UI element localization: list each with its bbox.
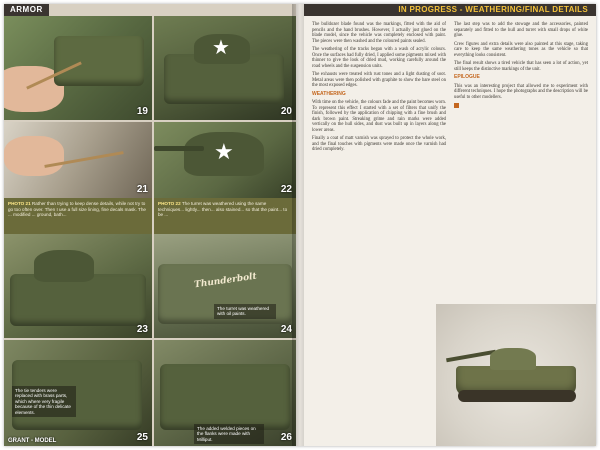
subhead-epilogue: EPILOGUE bbox=[454, 74, 480, 80]
caption-text: Rather than trying to keep dense details, while not try to go too often over. Then I use a full size lining, fine decals mask. The ... modified ... ground, bath... bbox=[8, 201, 146, 218]
photo-24 bbox=[154, 234, 296, 338]
page-folio: GRANT - MODEL bbox=[8, 438, 57, 444]
caption-left bbox=[4, 198, 152, 234]
photo-23 bbox=[4, 234, 152, 338]
caption-right bbox=[154, 198, 296, 234]
photo-25 bbox=[4, 340, 152, 446]
caption-label: PHOTO 22 bbox=[158, 201, 181, 206]
callout-tie-tenders: The tie tenders were replaced with brass parts, which where very fragile because of the thin delicate elements. bbox=[12, 386, 76, 417]
photo-number: 22 bbox=[280, 184, 292, 195]
final-model-photo bbox=[436, 304, 596, 446]
right-page bbox=[304, 4, 596, 446]
left-page bbox=[4, 4, 296, 446]
tank-turret-image bbox=[34, 250, 94, 282]
magazine-spread bbox=[4, 4, 596, 446]
paragraph: Crew figures and extra details were also painted at this stage, taking care to keep the same weathering tones as the vehicle so that everything looks consistent. bbox=[454, 41, 588, 58]
paragraph: The final result shows a tired vehicle that has seen a lot of action, yet still keeps the distinctive markings of the unit. bbox=[454, 61, 588, 72]
final-tank-image bbox=[446, 342, 586, 402]
tank-turret-image bbox=[490, 348, 536, 370]
white-star-icon: ★ bbox=[214, 139, 234, 164]
hand-image bbox=[4, 136, 64, 176]
photo-number: 24 bbox=[280, 324, 292, 335]
end-mark-icon bbox=[454, 103, 459, 108]
section-header: IN PROGRESS - WEATHERING/FINAL DETAILS bbox=[398, 5, 588, 14]
photo-20 bbox=[154, 16, 296, 120]
caption-text: The turret was weathered using the same techniques... lightly... then... also stained... so that the paint... to be ... bbox=[158, 201, 288, 218]
photo-number: 23 bbox=[136, 324, 148, 335]
photo-number: 26 bbox=[280, 432, 292, 443]
photo-number: 25 bbox=[136, 432, 148, 443]
subhead-weathering: WEATHERING bbox=[312, 90, 346, 97]
section-tab: ARMOR bbox=[4, 4, 49, 16]
tank-hull-image bbox=[160, 364, 290, 430]
paragraph: Finally a coat of matt varnish was sprayed to protect the whole work, and the final touches with pigments were made once the varnish had dried completely. bbox=[312, 136, 446, 152]
tank-hull-image bbox=[54, 36, 144, 86]
tank-track-image bbox=[458, 390, 576, 402]
nose-art-text: Thunderbolt bbox=[193, 271, 258, 291]
paragraph: The exhausts were treated with rust tones and a light dusting of soot. Metal areas were then polished with graphite to show the bare steel on the most exposed edges. bbox=[312, 72, 446, 88]
photo-22 bbox=[154, 122, 296, 198]
photo-26 bbox=[154, 340, 296, 446]
paragraph: The last step was to add the stowage and the accessories, painted separately and fitted to the hull and turret with small drops of white glue. bbox=[454, 22, 588, 38]
text-column-1 bbox=[312, 22, 446, 442]
white-star-icon: ★ bbox=[212, 37, 230, 59]
callout-turret: The turret was weathered with oil paints. bbox=[214, 304, 276, 319]
photo-21 bbox=[4, 122, 152, 198]
photo-number: 20 bbox=[280, 106, 292, 117]
right-header-bar bbox=[304, 4, 596, 16]
paragraph: The weathering of the tracks began with a wash of acrylic colours. Once the surfaces had fully dried, I applied some pigments mixed with thinner to give the look of dried mud, working carefully around the road wheels and the suspension units. bbox=[312, 47, 446, 69]
photo-number: 19 bbox=[136, 106, 148, 117]
callout-welded-pieces: The added welded pieces on the flanks were made with Milliput. bbox=[194, 424, 264, 444]
tank-barrel-image bbox=[446, 350, 496, 363]
paragraph: The bulldozer blade found was the markings, fitted with the aid of pencils and the hand brushes. However, I actually just glued on the blade model, since the vehicle was completely enclosed with paint. The pieces were then washed and the coloured paints sealed. bbox=[312, 22, 446, 44]
caption-label: PHOTO 21 bbox=[8, 201, 31, 206]
text-column-2 bbox=[454, 22, 588, 272]
tank-barrel-image bbox=[154, 146, 204, 151]
photo-number: 21 bbox=[136, 184, 148, 195]
paragraph: With time on the vehicle, the colours fade and the paint becomes worn. To represent this effect I started with a set of filters that unify the finish, followed by the application of chipping with a fine brush and dark brown paint. Streaking grime and rain marks were added vertically on the hull sides, and dust was built up in layers along the lower areas. bbox=[312, 100, 446, 133]
photo-19 bbox=[4, 16, 152, 120]
paragraph: This was an interesting project that allowed me to experiment with different techniques. I hope the photographs and the description will be useful to other modellers. bbox=[454, 83, 588, 100]
